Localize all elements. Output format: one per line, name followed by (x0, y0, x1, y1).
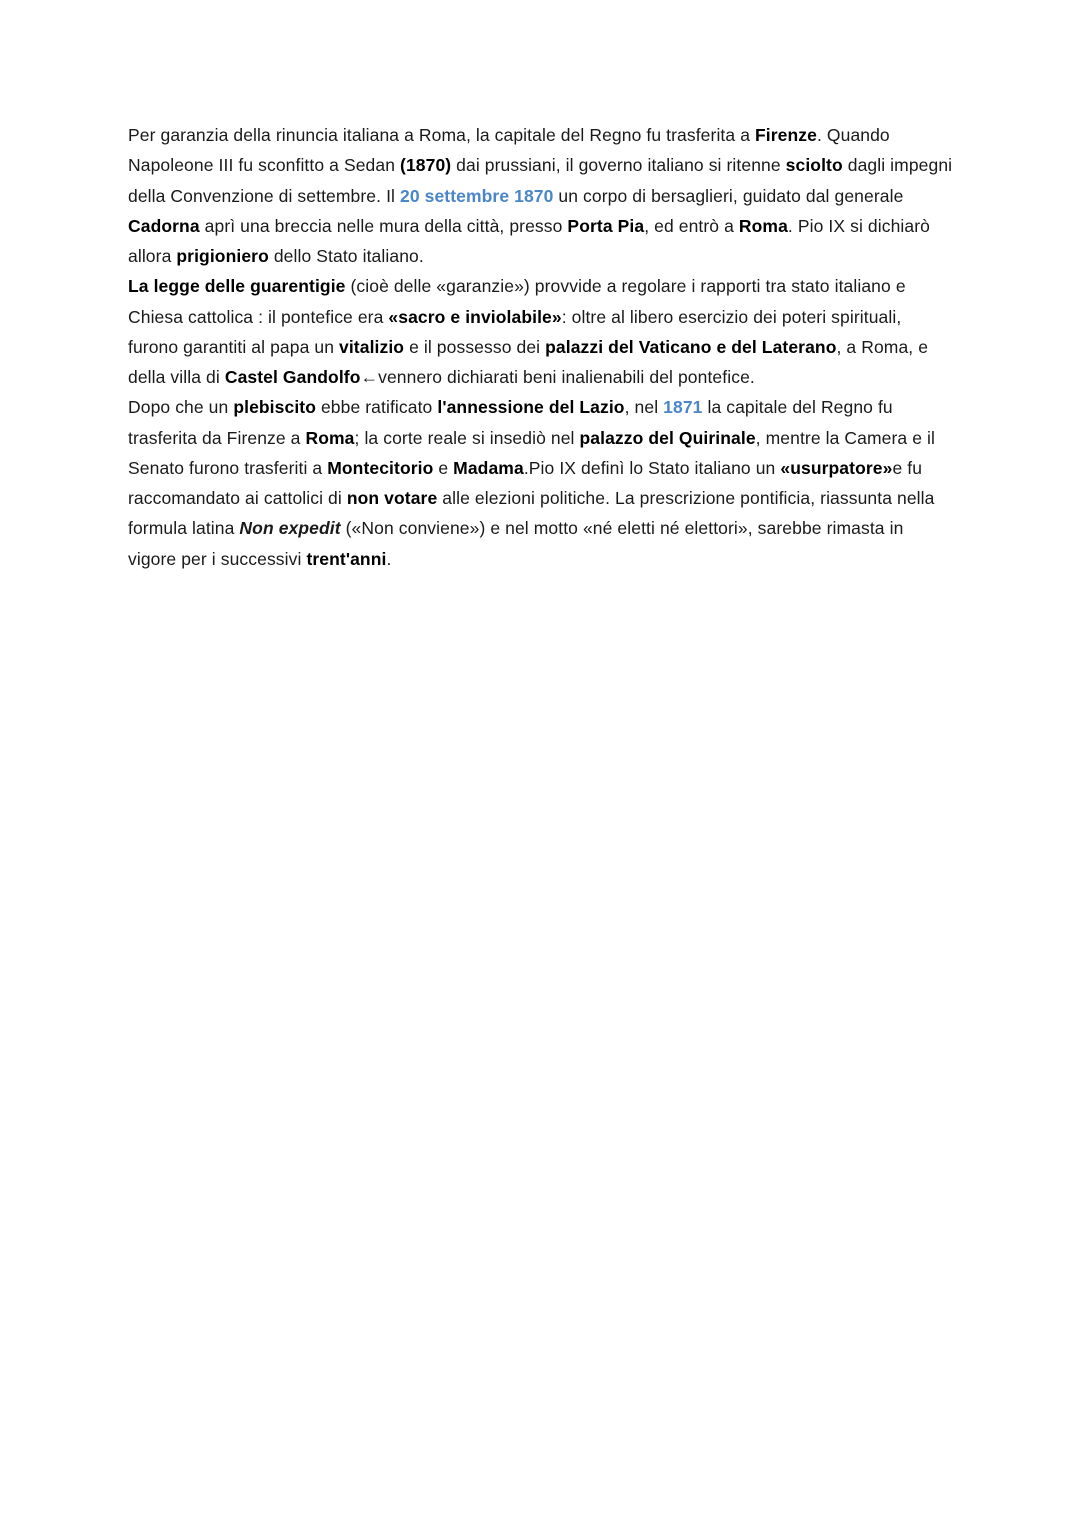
text-run: Porta Pia (567, 215, 645, 236)
paragraph (128, 120, 955, 271)
text-run: sciolto (785, 155, 843, 176)
text-run: Cadorna (128, 215, 200, 236)
text-run: .Pio IX definì lo Stato italiano un (523, 457, 781, 478)
text-run: ebbe ratificato (316, 397, 438, 418)
text-run: alle elezioni politiche. La prescrizione pontificia, riassunta nella formula latina (128, 488, 935, 539)
text-run: (1870) (400, 155, 452, 176)
text-run: , mentre la Camera e il Senato furono trasferiti a (128, 427, 935, 478)
text-run: , ed entrò a (644, 215, 739, 236)
text-run: ← (360, 367, 379, 388)
text-run: plebiscito (233, 397, 316, 418)
text-run: Non expedit (239, 518, 341, 539)
text-run: e il possesso dei (404, 336, 546, 357)
text-run: 20 settembre 1870 (399, 185, 554, 206)
text-run: vitalizio (339, 336, 405, 357)
text-run: e fu raccomandato ai cattolici di (128, 457, 923, 509)
document-text-body (128, 120, 955, 574)
text-run: ; la corte reale si insediò nel (354, 427, 580, 448)
text-run: Firenze (755, 125, 817, 145)
text-run: Roma (738, 215, 788, 236)
text-run: (cioè delle «garanzie») provvide a regolare i rapporti tra stato italiano e Chiesa cattolica : il pontefice era (128, 276, 906, 327)
text-run: 1871 (663, 397, 703, 418)
text-run: l'annessione del Lazio (437, 397, 625, 418)
text-run: palazzi del Vaticano e del Laterano (545, 336, 837, 357)
text-run: dagli impegni della Convenzione di settembre. Il (128, 155, 953, 206)
text-run: , a Roma, e della villa di (128, 336, 929, 388)
text-run: . Pio IX si dichiarò allora (128, 215, 930, 267)
text-run: Roma (305, 427, 355, 448)
text-run: Per garanzia della rinuncia italiana a Roma, la capitale del Regno fu trasferita a (128, 125, 755, 145)
text-run: dai prussiani, il governo italiano si ritenne (451, 155, 786, 176)
text-run: Madama (453, 457, 524, 478)
text-run: dello Stato italiano. (268, 246, 424, 267)
text-run: Castel Gandolfo (224, 367, 361, 388)
text-run: La legge delle guarentigie (128, 276, 346, 297)
paragraph (128, 271, 955, 392)
text-run: trent'anni (306, 548, 387, 569)
text-run: «sacro e inviolabile» (388, 306, 562, 327)
text-run: vennero dichiarati beni inalienabili del pontefice. (378, 367, 755, 388)
text-run: non votare (346, 488, 438, 509)
text-run: aprì una breccia nelle mura della città, presso (199, 215, 568, 236)
text-run: . Quando Napoleone III fu sconfitto a Sedan (128, 125, 890, 176)
text-run: e (433, 457, 454, 478)
text-run: palazzo del Quirinale (579, 427, 756, 448)
text-run: Dopo che un (128, 397, 234, 418)
paragraph (128, 392, 955, 574)
text-run: . (386, 548, 392, 569)
text-run: «usurpatore» (780, 457, 893, 478)
text-run: : oltre al libero esercizio dei poteri spirituali, furono garantiti al papa un (128, 306, 902, 357)
text-run: Montecitorio (327, 457, 434, 478)
text-run: prigioniero (176, 246, 269, 267)
text-run: la capitale del Regno fu trasferita da Firenze a (128, 397, 893, 448)
text-run: un corpo di bersaglieri, guidato dal generale (553, 185, 904, 206)
text-run: («Non conviene») e nel motto «né eletti né elettori», sarebbe rimasta in vigore per i successivi (128, 518, 904, 569)
text-run: , nel (624, 397, 664, 418)
